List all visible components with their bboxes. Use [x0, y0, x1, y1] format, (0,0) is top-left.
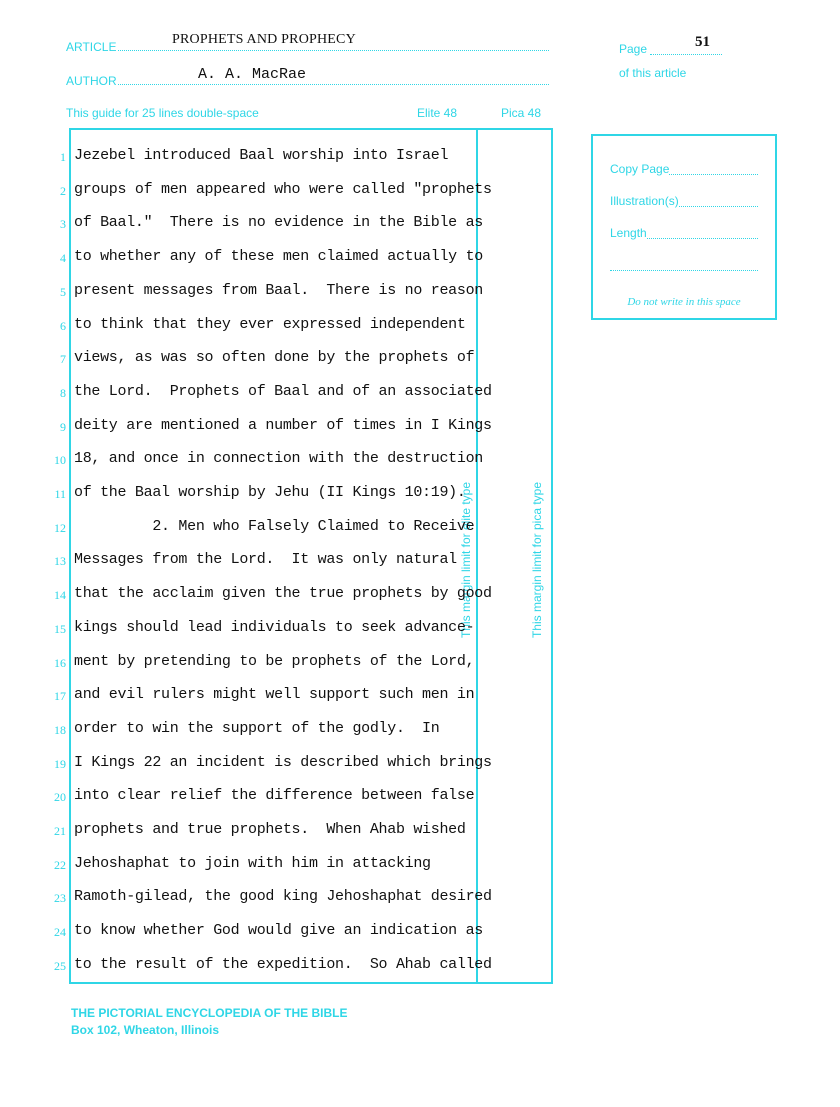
line-number: 21 [54, 824, 66, 838]
footer-address: Box 102, Wheaton, Illinois [71, 1023, 220, 1037]
office-use-box [591, 134, 777, 320]
line-number: 4 [60, 251, 66, 265]
pica-margin-text: This margin limit for pica type [530, 481, 544, 639]
page-number: 51 [695, 34, 710, 50]
guide-text: This guide for 25 lines double-space [66, 106, 259, 120]
line-number: 16 [54, 656, 66, 670]
typed-line: the Lord. Prophets of Baal and of an associated [74, 383, 492, 400]
line-number: 3 [60, 217, 66, 231]
typed-line: and evil rulers might well support such men in [74, 686, 475, 703]
typed-line: of Baal." There is no evidence in the Bible as [74, 214, 483, 231]
author-dotted-line [118, 84, 549, 85]
line-number: 7 [60, 352, 66, 366]
line-number: 20 [54, 790, 66, 804]
typed-line: that the acclaim given the true prophets by good [74, 585, 492, 602]
line-number: 19 [54, 757, 66, 771]
blank-dotted-line [610, 270, 758, 271]
typed-line: order to win the support of the godly. In [74, 720, 440, 737]
line-number: 22 [54, 858, 66, 872]
typed-line: ment by pretending to be prophets of the Lord, [74, 653, 475, 670]
typed-line: groups of men appeared who were called "prophets [74, 181, 492, 198]
line-number: 18 [54, 723, 66, 737]
line-number: 14 [54, 588, 66, 602]
line-number: 23 [54, 891, 66, 905]
typed-line: into clear relief the difference between false [74, 787, 475, 804]
line-number: 12 [54, 521, 66, 535]
author-label: AUTHOR [66, 74, 117, 88]
line-number: 24 [54, 925, 66, 939]
footer-title: THE PICTORIAL ENCYCLOPEDIA OF THE BIBLE [71, 1006, 348, 1020]
typed-line: of the Baal worship by Jehu (II Kings 10:19). [74, 484, 466, 501]
article-row [66, 30, 549, 54]
typed-line: to whether any of these men claimed actually to [74, 248, 483, 265]
page-label: Page [619, 42, 648, 56]
line-number: 2 [60, 184, 66, 198]
do-not-write-notice: Do not write in this space [627, 296, 741, 308]
copy-page-label: Copy Page [610, 162, 670, 176]
line-number: 13 [54, 554, 66, 568]
typed-line: views, as was so often done by the prophets of [74, 349, 475, 366]
illustrations-label: Illustration(s) [610, 194, 679, 208]
copy-page-row [610, 162, 758, 178]
of-article-label: of this article [619, 66, 687, 80]
typed-line: present messages from Baal. There is no reason [74, 282, 483, 299]
typed-line: 2. Men who Falsely Claimed to Receive [74, 518, 475, 535]
blank-row [610, 258, 758, 274]
line-number: 17 [54, 689, 66, 703]
typed-line: prophets and true prophets. When Ahab wished [74, 821, 466, 838]
line-number: 11 [54, 487, 66, 501]
line-number: 5 [60, 285, 66, 299]
line-number: 15 [54, 622, 66, 636]
elite-margin-text: This margin limit for elite type [459, 481, 473, 639]
line-number: 9 [60, 420, 66, 434]
line-number: 10 [54, 453, 66, 467]
pica-label: Pica 48 [501, 106, 542, 120]
article-dotted-line [118, 50, 549, 51]
typed-line: Jehoshaphat to join with him in attacking [74, 855, 431, 872]
length-label: Length [610, 226, 647, 240]
line-number: 25 [54, 959, 66, 973]
typed-line: kings should lead individuals to seek advance- [74, 619, 475, 636]
typed-line: Messages from the Lord. It was only natural [74, 551, 457, 568]
typed-line: deity are mentioned a number of times in I Kings [74, 417, 492, 434]
length-row [610, 226, 758, 242]
typed-line: to know whether God would give an indication as [74, 922, 483, 939]
illustrations-row [610, 194, 758, 210]
author-name: A. A. MacRae [198, 66, 307, 83]
typed-line: I Kings 22 an incident is described which brings [74, 754, 492, 771]
article-title: PROPHETS AND PROPHECY [172, 32, 356, 47]
line-number: 1 [60, 150, 66, 164]
typed-line: 18, and once in connection with the destruction [74, 450, 483, 467]
typed-line: to the result of the expedition. So Ahab called [74, 956, 492, 973]
typed-line: Jezebel introduced Baal worship into Israel [74, 147, 449, 164]
typed-line: to think that they ever expressed independent [74, 316, 466, 333]
article-label: ARTICLE [66, 40, 117, 54]
typed-line: Ramoth-gilead, the good king Jehoshaphat desired [74, 888, 492, 905]
page-dotted-line [650, 40, 722, 55]
line-number: 8 [60, 386, 66, 400]
line-number: 6 [60, 319, 66, 333]
author-row [66, 64, 549, 88]
elite-label: Elite 48 [417, 106, 458, 120]
